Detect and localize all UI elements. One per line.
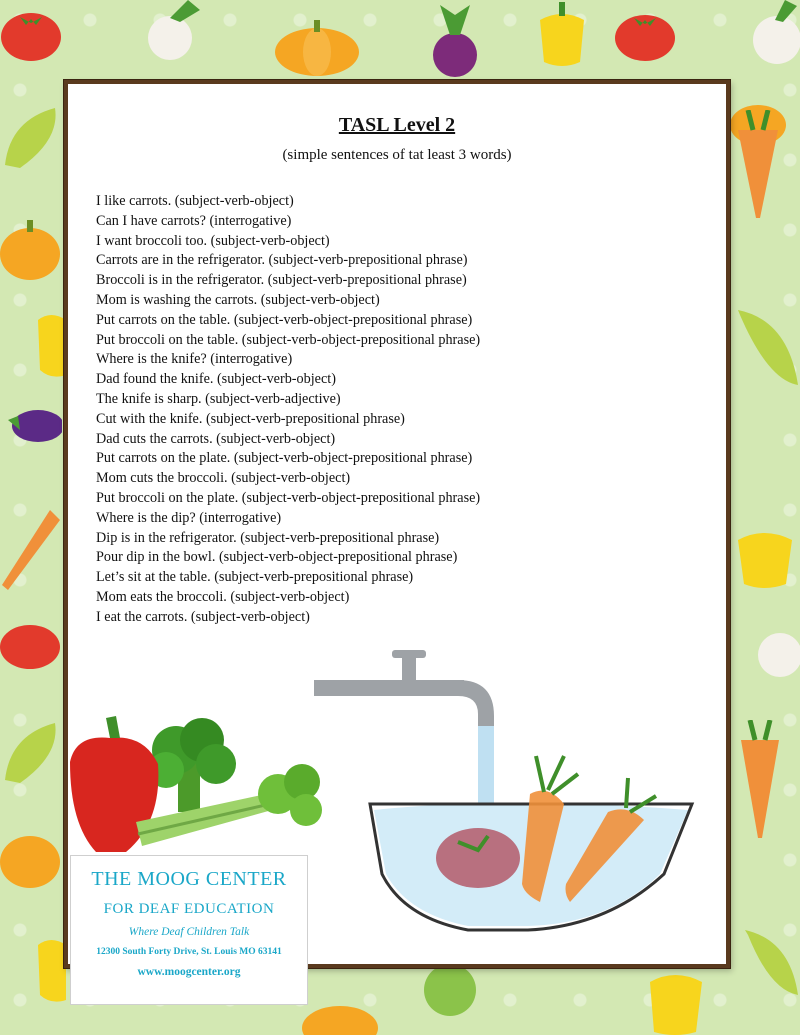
yellow-pepper-icon bbox=[640, 962, 710, 1035]
tomato-icon bbox=[0, 620, 62, 670]
yellow-pepper-icon bbox=[36, 300, 66, 380]
carrot-icon bbox=[735, 720, 785, 840]
carrot-icon bbox=[0, 505, 62, 595]
cucumber-icon bbox=[0, 715, 62, 785]
list-item: Put carrots on the table. (subject-verb-object-prepositional phrase) bbox=[96, 311, 473, 328]
list-item: Put broccoli on the table. (subject-verb-object-prepositional phrase) bbox=[96, 331, 481, 348]
tomato-icon bbox=[0, 5, 62, 63]
logo-tagline: Where Deaf Children Talk bbox=[128, 926, 250, 938]
logo-line-2: FOR DEAF EDUCATION bbox=[103, 901, 275, 917]
faucet-icon bbox=[314, 650, 494, 726]
logo-address: 12300 South Forty Drive, St. Louis MO 63141 bbox=[96, 947, 282, 957]
cucumber-icon bbox=[728, 300, 800, 390]
pumpkin-icon bbox=[300, 1000, 380, 1035]
pumpkin-icon bbox=[0, 820, 62, 890]
list-item: Mom cuts the broccoli. (subject-verb-object) bbox=[96, 470, 351, 487]
yellow-pepper-icon bbox=[532, 0, 592, 68]
list-item: Broccoli is in the refrigerator. (subject-verb-prepositional phrase) bbox=[96, 272, 467, 289]
worksheet-title: TASL Level 2 bbox=[338, 114, 456, 136]
moog-center-logo bbox=[70, 855, 308, 1005]
cucumber-icon bbox=[740, 920, 800, 1000]
list-item: Dip is in the refrigerator. (subject-verb-prepositional phrase) bbox=[96, 529, 440, 546]
list-item: Can I have carrots? (interrogative) bbox=[96, 212, 292, 229]
faucet-bowl-illustration bbox=[308, 644, 698, 944]
tomato-icon bbox=[436, 828, 520, 888]
broccoli-icon bbox=[148, 718, 236, 812]
turnip-icon bbox=[750, 620, 800, 680]
list-item: The knife is sharp. (subject-verb-adjective) bbox=[96, 390, 341, 407]
list-item: Where is the dip? (interrogative) bbox=[96, 509, 282, 526]
vegetables-illustration bbox=[66, 712, 332, 862]
cucumber-icon bbox=[0, 100, 62, 170]
list-item: Pour dip in the bowl. (subject-verb-object-prepositional phrase) bbox=[96, 549, 458, 566]
logo-website[interactable]: www.moogcenter.org bbox=[137, 966, 241, 978]
carrot-icon bbox=[728, 110, 788, 220]
list-item: Put carrots on the plate. (subject-verb-object-prepositional phrase) bbox=[96, 450, 473, 467]
list-item: I eat the carrots. (subject-verb-object) bbox=[96, 608, 310, 625]
turnip-icon bbox=[745, 0, 800, 70]
list-item: Mom eats the broccoli. (subject-verb-object) bbox=[96, 588, 350, 605]
list-item: Let’s sit at the table. (subject-verb-prepositional phrase) bbox=[96, 569, 414, 586]
yellow-pepper-icon bbox=[728, 520, 800, 590]
logo-line-1: THE MOOG CENTER bbox=[91, 868, 287, 890]
list-item: Where is the knife? (interrogative) bbox=[96, 351, 293, 368]
worksheet-subtitle: (simple sentences of tat least 3 words) bbox=[282, 147, 512, 163]
list-item: Dad cuts the carrots. (subject-verb-object) bbox=[96, 430, 336, 447]
pumpkin-icon bbox=[0, 212, 62, 282]
list-item: Put broccoli on the plate. (subject-verb-object-prepositional phrase) bbox=[96, 489, 481, 506]
eggplant-icon bbox=[0, 400, 62, 450]
list-item: Dad found the knife. (subject-verb-object) bbox=[96, 371, 336, 388]
broccoli-icon bbox=[410, 960, 490, 1035]
beet-icon bbox=[420, 5, 490, 80]
yellow-pepper-icon bbox=[36, 925, 66, 1005]
list-item: I want broccoli too. (subject-verb-object) bbox=[96, 232, 330, 249]
list-item: Cut with the knife. (subject-verb-prepositional phrase) bbox=[96, 410, 405, 427]
tomato-icon bbox=[612, 8, 678, 63]
turnip-icon bbox=[140, 0, 220, 62]
list-item: Carrots are in the refrigerator. (subject-verb-prepositional phrase) bbox=[96, 252, 468, 269]
list-item: Mom is washing the carrots. (subject-verb-object) bbox=[96, 291, 380, 308]
pumpkin-icon bbox=[272, 14, 362, 76]
sentence-list bbox=[96, 192, 480, 628]
list-item: I like carrots. (subject-verb-object) bbox=[96, 193, 294, 209]
